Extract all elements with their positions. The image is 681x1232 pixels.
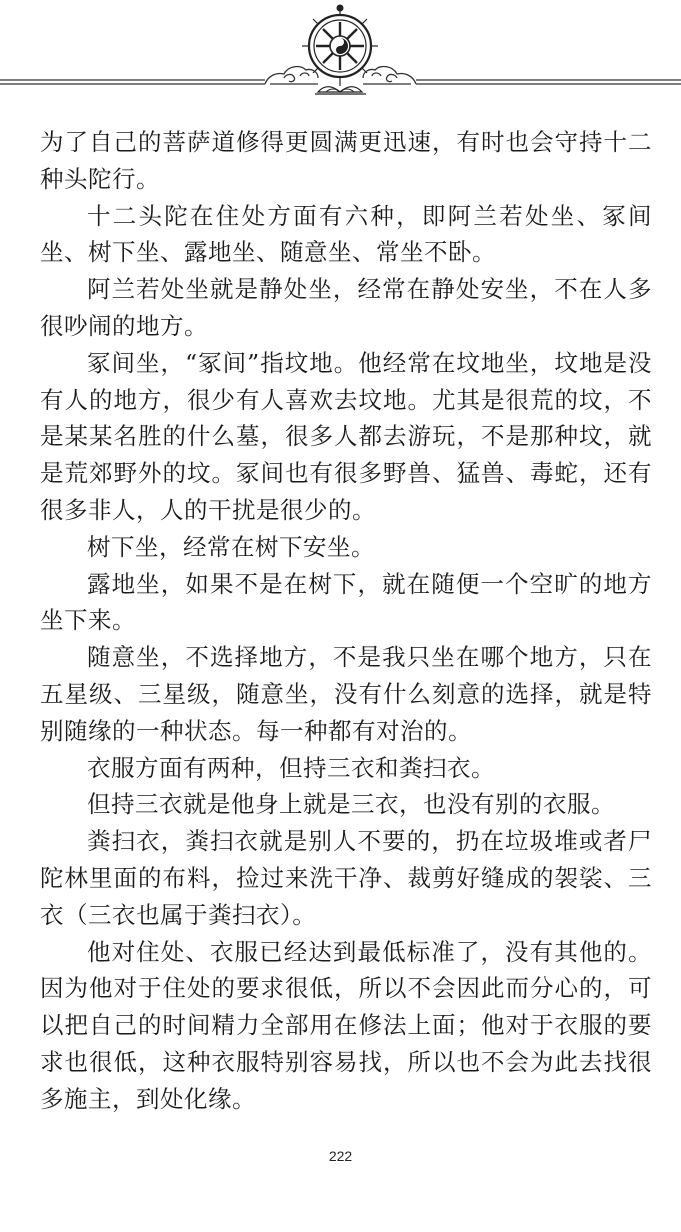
paragraph: 衣服方面有两种，但持三衣和粪扫衣。 [87,753,495,782]
paragraph: 粪扫衣，粪扫衣就是别人不要的，扔在垃圾堆或者尸陀林里面的布料，捡过来洗干净、裁剪好缝成的袈裟、三衣（三衣也属于粪扫衣）。 [40,827,652,929]
cloud-scroll-left-icon [265,67,318,84]
paragraph: 树下坐，经常在树下安坐。 [87,532,375,561]
paragraph: 但持三衣就是他身上就是三衣，也没有别的衣服。 [87,790,615,819]
paragraph: 他对住处、衣服已经达到最低标准了，没有其他的。因为他对于住处的要求很低，所以不会因此而分心的，可以把自己的时间精力全部用在修法上面；他对于衣服的要求也很低，这种衣服特别容易找，所以也不会为此去找很多施主，到处化缘。 [40,937,652,1113]
paragraph: 冢间坐，“冢间”指坟地。他经常在坟地坐，坟地是没有人的地方，很少有人喜欢去坟地。尤其是很荒的坟，不是某某名胜的什么墓，很多人都去游玩，不是那种坟，就是荒郊野外的坟。冢间也有很多野兽、猛兽、毒蛇，还有很多非人，人的干扰是很少的。 [40,348,652,524]
dharma-wheel-icon [302,5,378,94]
page-number: 222 [328,1148,353,1164]
paragraph: 阿兰若处坐就是静处坐，经常在静处安坐，不在人多很吵闹的地方。 [40,275,652,340]
paragraph: 随意坐，不选择地方，不是我只坐在哪个地方，只在五星级、三星级，随意坐，没有什么刻意的选择，就是特别随缘的一种状态。每一种都有对治的。 [40,643,652,745]
header-ornament [0,0,681,110]
paragraph: 十二头陀在住处方面有六种，即阿兰若处坐、冢间坐、树下坐、露地坐、随意坐、常坐不卧。 [40,201,652,267]
paragraph: 露地坐，如果不是在树下，就在随便一个空旷的地方坐下来。 [40,569,652,635]
paragraph: 为了自己的菩萨道修得更圆满更迅速，有时也会守持十二种头陀行。 [40,128,652,193]
cloud-scroll-right-icon [363,67,416,84]
page-header [0,0,681,110]
page-body [40,124,652,1118]
